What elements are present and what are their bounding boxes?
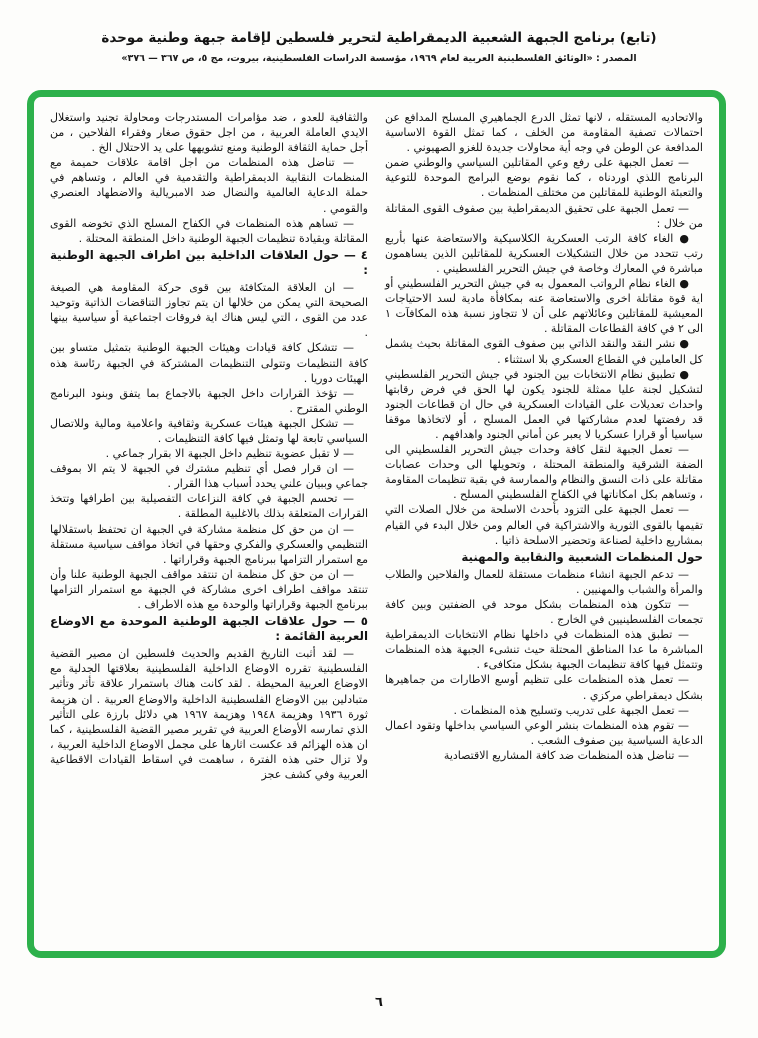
paragraph: — لا تقبل عضوية تنظيم داخل الجبهة الا بقرار جماعي . bbox=[105, 447, 354, 461]
paragraph: — تناضل هذه المنظمات من اجل اقامة علاقات حميمة مع المنظمات النقابية الديمقراطية والتقدمية في العالم ، وتساهم في حملة الدعاية العالمية والنضال ضد الامبريالية والاضطهاد العنصري والقومي . bbox=[50, 156, 368, 215]
section-heading: حول المنظمات الشعبية والنقابية والمهنية bbox=[461, 549, 703, 564]
paragraph: — ان قرار فصل أي تنظيم مشترك في الجبهة لا يتم الا بموقف جماعي وببيان علني يحدد أسباب هذا القرار . bbox=[50, 462, 368, 491]
paragraph: — ان من حق كل منظمة مشاركة في الجبهة ان تحتفظ باستقلالها التنظيمي والعسكري والفكري وحقها في اتخاذ مواقف سياسية مستقلة مع استمرار التزامها ببرنامج الجبهة وقراراتها . bbox=[50, 522, 368, 566]
paragraph: — تعمل الجبهة على التزود بأحدث الاسلحة من خلال الصلات التي تقيمها بالقوى الثورية والاشتراكية في العالم ومن خلال البدء في القيام بمشاريع داخلية لصناعة وتحضير الاسلحة ذاتيا . bbox=[385, 503, 703, 547]
section-heading: ٤ — حول العلاقات الداخلية بين اطراف الجبهة الوطنية : bbox=[50, 247, 368, 277]
paragraph: — تؤخذ القرارات داخل الجبهة بالاجماع بما يتفق وبنود البرنامج الوطني المقترح . bbox=[50, 386, 368, 415]
paragraph: — تشكل الجبهة هيئات عسكرية وثقافية واعلامية ومالية وللاتصال السياسي تابعة لها وتمثل فيها كافة التنظيمات . bbox=[50, 416, 368, 445]
page-number: ٦ bbox=[375, 995, 383, 1010]
paragraph: — تدعم الجبهة انشاء منظمات مستقلة للعمال والفلاحين والطلاب والمرأة والشباب والمهنيين . bbox=[385, 567, 703, 596]
document-title: (تابع) برنامج الجبهة الشعبية الديمقراطية لتحرير فلسطين لإقامة جبهة وطنية موحدة bbox=[101, 30, 657, 46]
document-source: المصدر : «الوثائق الفلسطينية العربية لعام ١٩٦٩، مؤسسة الدراسات الفلسطينية، بيروت، مج ٥، ص ٣٦٧ — ٣٧٦» bbox=[121, 53, 637, 64]
paragraph: — تعمل الجبهة على تحقيق الديمقراطية بين صفوف القوى المقاتلة من خلال : bbox=[385, 201, 703, 230]
paragraph: — لقد أثبت التاريخ القديم والحديث فلسطين ان مصير القضية الفلسطينية تقرره الاوضاع الداخلية الفلسطينية بعلاقتها الجدلية مع الاوضاع العربية المحيطة . لقد كانت هناك باستمرار علاقة تأثر وتأثير متبادلين بين الاوضاع الفلسطينية الداخلية والاوضاع العربية . ان هزيمة ثورة ١٩٣٦ وهزيمة ١٩٤٨ وهزيمة ١٩٦٧ هي دلائل بارزة على التأثير الذي تمارسه الأوضاع العربية في تقرير مصير القضية الفلسطينية ، كما ان هذه الهزائم قد عكست اثارها على مجمل الاوضاع الداخلية العربية ، ولا تزال حتى هذه الفترة ، ساهمت في اسقاط القيادات الاقطاعية العربية وفي كشف عجز bbox=[50, 647, 368, 782]
paragraph: — تحسم الجبهة في كافة النزاعات التفصيلية بين اطرافها وتتخذ القرارات المتعلقة بذلك بالاغلبية المطلقة . bbox=[50, 492, 368, 521]
page-header bbox=[0, 30, 758, 64]
paragraph: — ان من حق كل منظمة ان تنتقد مواقف الجبهة الوطنية علنا وأن تنتقد مواقف اطراف اخرى مشاركة في الجبهة مع استمرار التزامها ببرنامج الجبهة وقراراتها والوحدة مع هذه الاطراف . bbox=[50, 567, 368, 611]
paragraph: والثقافية للعدو ، ضد مؤامرات المستدرجات ومحاولة تجنيد واستغلال الايدي العاملة العربية ، من اجل حقوق صغار وفقراء الفلاحين ، من أجل حماية الثقافة الوطنية ومنع تشويهها على يد الاحتلال الخ . bbox=[50, 111, 368, 155]
paragraph: — تتكون هذه المنظمات بشكل موحد في الضفتين وبين كافة تجمعات الفلسطينيين في الخارج . bbox=[385, 598, 703, 627]
paragraph: — تعمل الجبهة على تدريب وتسليح هذه المنظمات . bbox=[453, 703, 689, 717]
paragraph: — تطبق هذه المنظمات في داخلها نظام الانتخابات الديمقراطية المباشرة ما عدا المناطق المحتلة حيث تنشىء الجبهة هذه المنظمات وتتمثل فيها كافة تنظيمات الجبهة بشكل متكافىء . bbox=[385, 628, 703, 672]
paragraph: ● نشر النقد والنقد الذاتي بين صفوف القوى المقاتلة بحيث يشمل كل العاملين في القطاع العسكري بلا استثناء . bbox=[385, 337, 703, 366]
text-columns bbox=[34, 97, 719, 951]
paragraph: — تعمل الجبهة على رفع وعي المقاتلين السياسي والوطني ضمن البرنامج اللذي اوردناه ، كما نقوم بوضع البرامج الموحدة للتوعية والتعبئة الوطنية للمقاتلين من مختلف المنظمات . bbox=[385, 156, 703, 200]
paragraph: والاتحاديه المستقله ، لانها تمثل الدرع الجماهيري المسلح المدافع عن احتمالات تصفية المقاومة من الخلف ، كما تمثل القوة الاساسية المدافعة عن الوطن في وجه أية محاولات جديدة للغزو الصهيوني . bbox=[385, 111, 703, 155]
paragraph: — تقوم هذه المنظمات بنشر الوعي السياسي بداخلها وتقود اعمال الدعاية السياسية بين صفوف الشعب . bbox=[385, 718, 703, 747]
paragraph: — تتشكل كافة قيادات وهيئات الجبهة الوطنية بتمثيل متساو بين كافة التنظيمات وتتولى التنظيمات المشتركة في الجبهة رئاسة هذه الهيئات دوريا . bbox=[50, 341, 368, 385]
paragraph: — تناضل هذه المنظمات ضد كافة المشاريع الاقتصادية bbox=[443, 748, 689, 762]
document-border-frame bbox=[27, 90, 726, 958]
paragraph: ● الغاء كافة الرتب العسكرية الكلاسيكية والاستعاضة عنها بأربع رتب تتحدد من خلال التشكيلات العسكرية للمقاتلين الذين يساهمون مباشرة في المعارك وخاصة في جيش التحرير الفلسطيني . bbox=[385, 231, 703, 275]
section-heading: ٥ — حول علاقات الجبهة الوطنية الموحدة مع الاوضاع العربية القائمة : bbox=[50, 614, 368, 644]
paragraph: ● الغاء نظام الرواتب المعمول به في جيش التحرير الفلسطيني أو اية قوة مقاتلة اخرى والاستعاضة عنه بمكافأة مادية لسد الاحتياجات المعيشية للمقاتلين وعائلاتهم على أن لا تتجاوز نسبة هذه المكافآت ١ الى ٢ في كافة القطاعات المقاتلة . bbox=[385, 277, 703, 336]
paragraph: — تساهم هذه المنظمات في الكفاح المسلح الذي تخوضه القوى المقاتلة وبقيادة تنظيمات الجبهة الوطنية داخل المنطقة المحتلة . bbox=[50, 216, 368, 245]
paragraph: — تعمل هذه المنظمات على تنظيم أوسع الاطارات من جماهيرها بشكل ديمقراطي مركزي . bbox=[385, 673, 703, 702]
paragraph: ● تطبيق نظام الانتخابات بين الجنود في جيش التحرير الفلسطيني لتشكيل لجنة عليا ممثلة للجنود يكون لها الحق في فرض رقابتها واحداث تعديلات على القيادات العسكرية في حال ان قطاعات الجنود قد رفضتها لعدم مشاركتها في العمل المسلح ، أو لاتخاذها موقفا سياسيا أو قرارا عسكريا لا يعبر عن أماني الجنود واهدافهم . bbox=[385, 367, 703, 441]
column-right bbox=[385, 110, 703, 941]
column-left bbox=[50, 110, 368, 941]
paragraph: — ان العلاقة المتكافئة بين قوى حركة المقاومة هي الصيغة الصحيحة التي يمكن من خلالها ان يتم تجاوز التناقضات الذاتية وتوحيد عدد من القوى ، التي ليس هناك اية فروقات اجتماعية أو سياسية بينها . bbox=[50, 281, 368, 340]
paragraph: — تعمل الجبهة لنقل كافة وحدات جيش التحرير الفلسطيني الى الضفة الشرقية والمنطقة المحتلة ، وتحويلها الى وحدات عصابات مقاتلة على ذات النسق والنظام والممارسة في بقية تنظيمات المقاومة ، وتساهم بكل امكاناتها في الكفاح الفلسطيني المسلح . bbox=[385, 443, 703, 502]
